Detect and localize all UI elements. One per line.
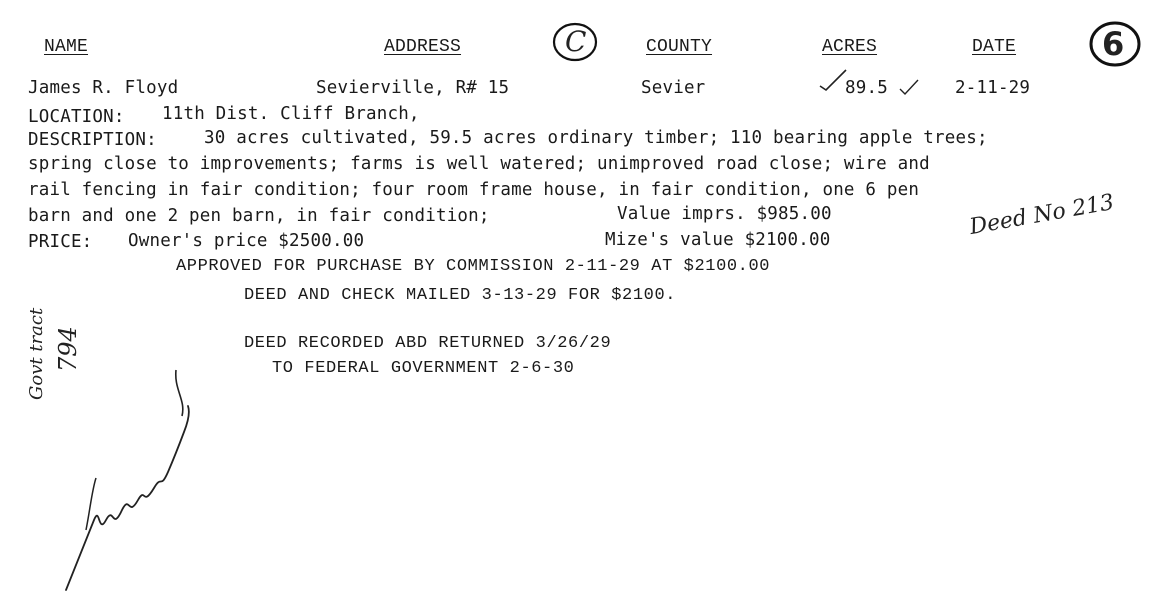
value-improvements: Value imprs. $985.00 (617, 204, 832, 224)
circled-letter-mark (552, 22, 598, 62)
date-value: 2-11-29 (955, 78, 1031, 98)
mailed-note: DEED AND CHECK MAILED 3-13-29 FOR $2100. (244, 286, 677, 305)
handwritten-signature (56, 360, 216, 600)
location-label: LOCATION: (28, 107, 125, 127)
owner-address: Sevierville, R# 15 (316, 78, 510, 98)
circled-letter: C (565, 25, 587, 58)
description-line-2: spring close to improvements; farms is well watered; unimproved road close; wire and (28, 154, 930, 174)
circled-number-mark (1089, 20, 1141, 68)
header-acres: ACRES (822, 37, 878, 57)
govt-tract-note: Govt tract (26, 307, 47, 400)
header-date: DATE (972, 37, 1017, 57)
owners-price: Owner's price $2500.00 (128, 231, 365, 251)
description-line-3: rail fencing in fair condition; four room frame house, in fair condition, one 6 pen (28, 180, 920, 200)
header-name: NAME (44, 37, 89, 57)
county-value: Sevier (641, 78, 706, 98)
owner-name: James R. Floyd (28, 78, 179, 98)
location-value: 11th Dist. Cliff Branch, (162, 104, 420, 124)
price-label: PRICE: (28, 232, 93, 252)
description-line-4: barn and one 2 pen barn, in fair condition; (28, 206, 490, 226)
check-mark-acres (818, 68, 848, 94)
acres-value: 89.5 (845, 78, 888, 98)
header-county: COUNTY (646, 37, 713, 57)
header-address: ADDRESS (384, 37, 462, 57)
federal-note: TO FEDERAL GOVERNMENT 2-6-30 (272, 359, 575, 378)
check-mark-after-acres (898, 77, 920, 97)
circled-number: 6 (1102, 25, 1125, 63)
description-line-1: 30 acres cultivated, 59.5 acres ordinary timber; 110 bearing apple trees; (204, 128, 988, 148)
tract-number-note: 794 (54, 326, 82, 372)
recorded-note: DEED RECORDED ABD RETURNED 3/26/29 (244, 334, 612, 353)
mizes-value: Mize's value $2100.00 (605, 230, 831, 250)
approved-note: APPROVED FOR PURCHASE BY COMMISSION 2-11-29 AT $2100.00 (176, 257, 771, 276)
description-label: DESCRIPTION: (28, 130, 157, 150)
deed-number-note: Deed No 213 (967, 189, 1117, 240)
